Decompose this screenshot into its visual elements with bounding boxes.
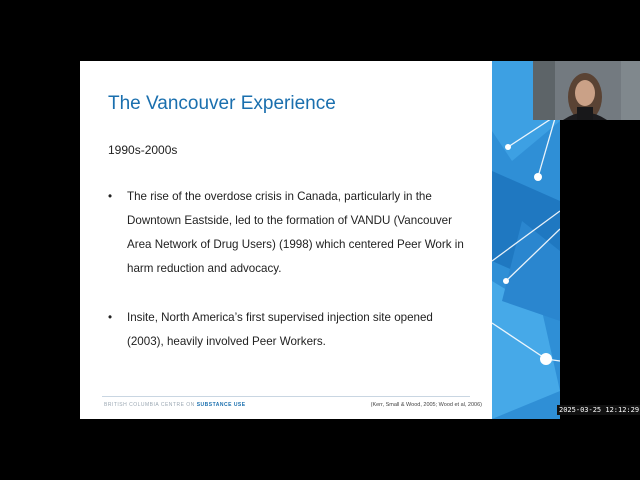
bullet-text: Insite, North America’s first supervised injection site opened (2003), heavily involved Peer Workers.: [127, 311, 433, 348]
recording-timestamp: 2025-03-25 12:12:29: [559, 406, 640, 414]
bullet-item: [108, 185, 468, 281]
bullet-item: [108, 306, 468, 354]
presentation-slide: [80, 61, 492, 419]
webcam-video: [533, 61, 640, 120]
footer-divider: [102, 396, 470, 397]
webcam-person-image: [533, 61, 640, 120]
bullet-text: The rise of the overdose crisis in Canada, particularly in the Downtown Eastside, led to the formation of VANDU (Vancouver Area Network of Drug Users) (1998) which centered Peer Work in harm reduction and advocacy.: [127, 190, 464, 275]
footer-organization: [104, 402, 246, 408]
slide-title: The Vancouver Experience: [108, 93, 336, 114]
footer-citation: (Kerr, Small & Wood, 2005; Wood et al, 2006): [370, 402, 482, 408]
footer-org-prefix: BRITISH COLUMBIA CENTRE ON: [104, 402, 195, 408]
bullet-icon: •: [108, 190, 113, 203]
slide-subtitle: 1990s-2000s: [108, 143, 178, 157]
bullet-icon: •: [108, 311, 113, 324]
footer-org-highlight: SUBSTANCE USE: [196, 402, 246, 408]
